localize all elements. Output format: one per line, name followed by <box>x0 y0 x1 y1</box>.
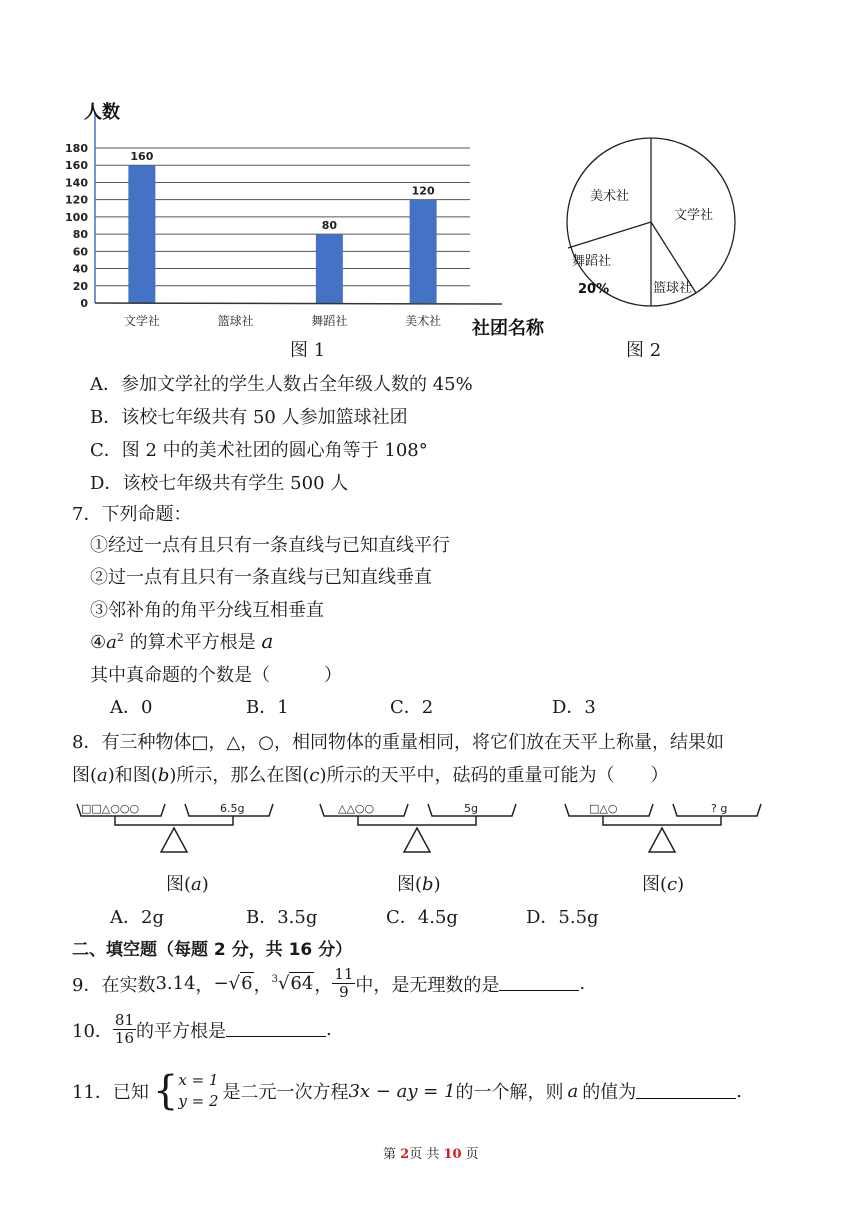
answer-blank[interactable] <box>499 976 579 991</box>
text: ) <box>677 874 685 895</box>
text: 9．在实数 <box>72 974 156 996</box>
option-text: 图 2 中的美术社团的圆心角等于 108° <box>121 440 428 461</box>
q11 <box>72 1070 742 1112</box>
math-var: c <box>667 874 678 895</box>
equation-2: y = 2 <box>178 1092 219 1110</box>
text: )所示的天平中，砝码的重量可能为（ ） <box>319 765 669 786</box>
text: ) <box>201 874 209 895</box>
y-tick-label: 80 <box>72 228 88 242</box>
text: . <box>326 1019 332 1040</box>
text: ， <box>314 974 333 996</box>
q7-item-3: ③邻补角的角平分线互相垂直 <box>90 600 324 621</box>
q10 <box>72 1012 332 1047</box>
text: 页 <box>461 1147 479 1162</box>
system-equations <box>178 1070 218 1112</box>
q7-question: 其中真命题的个数是（ ） <box>90 665 342 686</box>
q7-choice-a: A．0 <box>110 697 153 718</box>
math-sign: − <box>213 973 229 994</box>
scale-b-left: △△○○ <box>338 802 375 815</box>
q6-option-d <box>90 469 348 495</box>
bar-value-label: 160 <box>130 150 154 164</box>
y-tick-label: 40 <box>72 262 88 276</box>
balance-scale-b <box>318 796 518 862</box>
q6-option-a <box>90 370 473 396</box>
scale-b-caption <box>397 870 441 896</box>
y-tick-label: 100 <box>65 210 88 224</box>
q6-option-c <box>90 436 428 462</box>
q7-choice-d: D．3 <box>552 697 596 718</box>
q8-stem-line-2 <box>72 761 669 787</box>
y-tick-label: 140 <box>65 176 88 190</box>
pie-chart <box>560 130 740 320</box>
q8-choice-b: B．3.5g <box>246 907 318 928</box>
text: 11．已知 <box>72 1082 149 1103</box>
x-tick-label: 文学社 <box>123 314 160 328</box>
text: 中，是无理数的是 <box>355 974 500 996</box>
math-var: a <box>261 629 274 653</box>
scale-c-caption <box>642 870 684 896</box>
bar-value-labels <box>130 150 435 232</box>
math-fraction <box>332 966 355 1001</box>
text: ， <box>195 974 214 996</box>
q6-option-b <box>90 403 408 429</box>
bar-value-label: 80 <box>321 219 338 233</box>
bar <box>316 234 343 303</box>
text: 图( <box>397 874 423 895</box>
text: 的一个解，则 <box>455 1082 564 1103</box>
y-tick-label: 180 <box>65 142 88 155</box>
q7-item-1: ①经过一点有且只有一条直线与已知直线平行 <box>90 535 450 556</box>
bar-y-tick-labels <box>65 142 88 310</box>
scale-c-right: ? g <box>711 802 728 815</box>
math-exp: 2 <box>116 631 124 644</box>
q8-choice-c: C．4.5g <box>386 907 458 928</box>
text: ， <box>253 974 272 996</box>
page-footer <box>383 1143 479 1162</box>
pie-label-meishu: 美术社 <box>590 189 630 204</box>
text: 是二元一次方程 <box>222 1082 349 1103</box>
math-var: a <box>191 874 202 895</box>
text: 的值为 <box>582 1082 637 1103</box>
text: )和图( <box>107 765 158 786</box>
text: 的平方根是 <box>136 1020 226 1042</box>
q8-stem-line-1: 8．有三种物体□，△，○，相同物体的重量相同，将它们放在天平上称量，结果如 <box>72 732 725 753</box>
pie-label-lanqiu: 篮球社 <box>653 281 693 296</box>
pie-label-wenxue: 文学社 <box>674 208 714 223</box>
answer-blank[interactable] <box>226 1022 326 1037</box>
math-var: b <box>422 874 434 895</box>
math-neg-sqrt: −√6 <box>213 973 253 994</box>
q8-choice-a: A．2g <box>110 907 164 928</box>
math-radicand: 64 <box>290 973 314 994</box>
y-tick-label: 120 <box>65 193 88 207</box>
x-tick-label: 篮球社 <box>217 314 254 328</box>
option-key: A． <box>90 374 121 395</box>
option-key: B． <box>90 407 122 428</box>
y-tick-label: 160 <box>65 159 88 173</box>
math-radicand: 6 <box>241 973 253 994</box>
text: . <box>736 1080 742 1102</box>
balance-scale-c <box>563 796 763 862</box>
text: . <box>579 973 586 994</box>
y-tick-label: 0 <box>80 297 88 310</box>
x-tick-label: 舞蹈社 <box>311 314 348 328</box>
bar <box>128 165 155 303</box>
bar-x-tick-labels <box>124 313 441 328</box>
option-text: 该校七年级共有学生 500 人 <box>122 473 349 494</box>
item-text: 的算术平方根是 <box>123 632 262 653</box>
math-var: a <box>106 632 117 653</box>
item-prefix: ④ <box>90 632 107 653</box>
text: 第 <box>383 1147 401 1162</box>
math-number: 3.14 <box>155 973 196 994</box>
equation-system <box>153 1070 219 1112</box>
y-axis-title: 人数 <box>84 102 120 123</box>
bar-value-label: 120 <box>411 184 435 198</box>
math-cube-root: $^3$√64 <box>271 973 314 994</box>
scale-b-right: 5g <box>464 802 478 815</box>
option-text: 参加文学社的学生人数占全年级人数的 45% <box>121 374 473 395</box>
text: )所示，那么在图( <box>169 765 310 786</box>
pie-annotation: 20% <box>578 282 610 297</box>
figure-2-caption: 图 2 <box>626 340 662 361</box>
text: ) <box>433 874 441 895</box>
text: 图( <box>72 765 98 786</box>
y-tick-label: 60 <box>72 245 88 259</box>
text: 图( <box>166 874 192 895</box>
option-key: D． <box>90 473 123 494</box>
q7-item-2: ②过一点有且只有一条直线与已知直线垂直 <box>90 567 432 588</box>
page-total: 10 <box>443 1147 462 1162</box>
option-key: C． <box>90 440 122 461</box>
q7-stem: 7．下列命题： <box>72 504 192 525</box>
section-2-heading: 二、填空题（每题 2 分，共 16 分） <box>72 940 353 960</box>
bar-chart <box>60 92 560 352</box>
q7-choice-b: B．1 <box>246 697 289 718</box>
answer-blank[interactable] <box>636 1084 736 1099</box>
x-axis <box>95 303 502 304</box>
x-axis-title: 社团名称 <box>472 318 544 339</box>
math-equation: 3x − ay = 1 <box>348 1080 456 1102</box>
numerator: 81 <box>114 1011 134 1029</box>
x-tick-label: 美术社 <box>405 314 442 328</box>
brace: { <box>152 1068 179 1114</box>
scale-c-left: □△○ <box>589 802 618 815</box>
text: 10． <box>72 1020 113 1042</box>
denominator: 9 <box>339 983 349 1001</box>
q7-choice-c: C．2 <box>390 697 434 718</box>
q8-choice-d: D．5.5g <box>526 907 599 928</box>
q7-item-4 <box>90 628 273 654</box>
balance-scale-a <box>75 796 275 862</box>
figure-1-caption: 图 1 <box>290 340 326 361</box>
text: 页 共 <box>409 1147 444 1162</box>
text: 图( <box>642 874 668 895</box>
scale-a-left: □□△○○○ <box>81 802 140 815</box>
scale-a-caption <box>166 870 209 896</box>
math-index: 3 <box>271 974 278 985</box>
q9 <box>72 966 585 1001</box>
math-var: a <box>97 765 108 786</box>
denominator: 16 <box>114 1029 134 1047</box>
option-text: 该校七年级共有 50 人参加篮球社团 <box>121 407 408 428</box>
math-fraction <box>113 1012 136 1047</box>
pie-label-wudao: 舞蹈社 <box>572 254 612 269</box>
y-tick-label: 20 <box>72 279 88 293</box>
page-number: 2 <box>400 1147 410 1162</box>
bar <box>410 200 437 303</box>
equation-1: x = 1 <box>178 1071 219 1089</box>
math-var: b <box>157 765 170 786</box>
numerator: 11 <box>334 965 354 983</box>
math-var: c <box>309 765 320 786</box>
scale-a-right: 6.5g <box>220 802 245 815</box>
math-var: a <box>567 1080 579 1102</box>
